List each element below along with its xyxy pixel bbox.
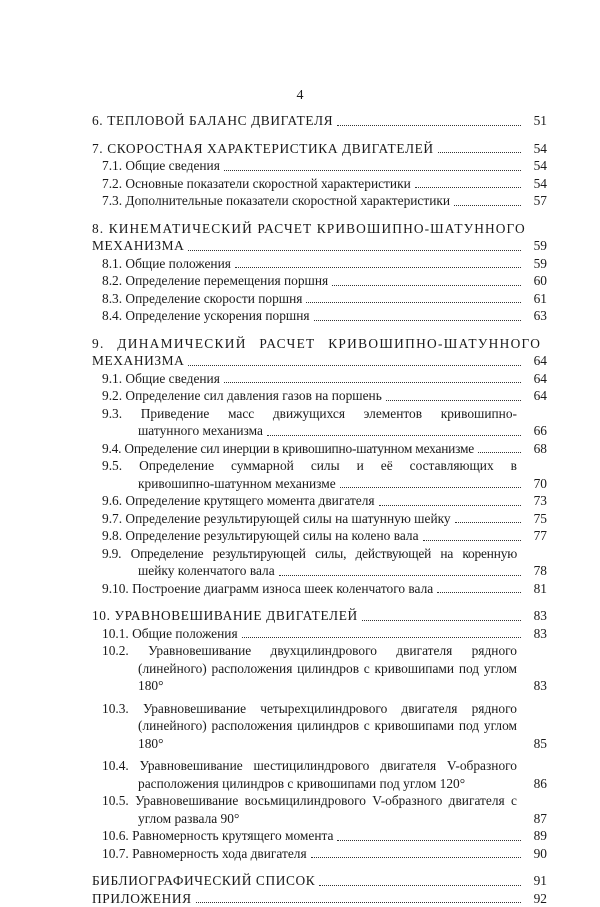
toc-entry-10-2[interactable] [92, 642, 547, 695]
toc-entry-9-3[interactable] [92, 405, 547, 440]
toc-page-number: 73 [525, 492, 547, 510]
toc-page-number: 92 [525, 890, 547, 907]
toc-entry-8-2[interactable] [92, 272, 547, 290]
toc-entry-9-8[interactable] [92, 527, 547, 545]
toc-entry-label: 10.5. Уравновешивание восьмицилиндрового V-образного двигателя с углом развала 90° [102, 792, 525, 827]
toc-entry-10-4[interactable] [92, 757, 547, 792]
leader-dots [306, 302, 521, 303]
toc-page-number: 61 [525, 290, 547, 308]
leader-dots [478, 452, 521, 453]
toc-page-number: 85 [525, 735, 547, 753]
toc-entry-8-3[interactable] [92, 290, 547, 308]
leader-dots [337, 125, 521, 126]
toc-page-number: 60 [525, 272, 547, 290]
leader-dots [454, 205, 521, 206]
toc-entry-9-7[interactable] [92, 510, 547, 528]
toc-page-number: 81 [525, 580, 547, 598]
toc-page-number: 66 [525, 422, 547, 440]
toc-entry-label: 9.3. Приведение масс движущихся элементов кривошипно- [102, 405, 525, 423]
toc-entry-label: 9.1. Общие сведения [102, 370, 220, 388]
toc-page-number: 54 [525, 157, 547, 175]
leader-dots [423, 540, 521, 541]
toc-entry-bibliography[interactable] [92, 872, 547, 890]
toc-entry-label: 9.6. Определение крутящего момента двигателя [102, 492, 375, 510]
toc-page-number: 51 [525, 112, 547, 130]
leader-dots [437, 592, 521, 593]
toc-entry-section-6[interactable] [92, 112, 547, 130]
leader-dots [386, 400, 521, 401]
toc-entry-label: 10.2. Уравновешивание двухцилиндрового двигателя рядного (линейного) расположения цилиндров с кривошипами под углом 180° [102, 642, 525, 695]
leader-dots [314, 320, 521, 321]
toc-entry-9-6[interactable] [92, 492, 547, 510]
toc-entry-9-5[interactable] [92, 457, 547, 492]
toc-entry-label: МЕХАНИЗМА [92, 237, 184, 255]
toc-page-number: 75 [525, 510, 547, 528]
toc-page-number: 83 [525, 607, 547, 625]
toc-entry-label: 10.4. Уравновешивание шестицилиндрового двигателя V-образного расположения цилиндров с кривошипами под углом 120° [102, 757, 525, 792]
toc-entry-section-8-cont[interactable] [92, 237, 547, 255]
toc-entry-label: 7.3. Дополнительные показатели скоростной характеристики [102, 192, 450, 210]
toc-entry-label: 10.3. Уравновешивание четырехцилиндрового двигателя рядного (линейного) расположения цилиндров с кривошипами под углом 180° [102, 700, 525, 753]
toc-entry-9-4[interactable] [92, 440, 547, 458]
toc-entry-8-4[interactable] [92, 307, 547, 325]
toc-page-number: 54 [525, 140, 547, 158]
toc-entry-section-8[interactable] [92, 220, 547, 238]
toc-entry-label: БИБЛИОГРАФИЧЕСКИЙ СПИСОК [92, 872, 315, 890]
toc-entry-label-cont: шейку коленчатого вала [138, 562, 275, 580]
toc-page-number: 90 [525, 845, 547, 863]
toc-entry-9-10[interactable] [92, 580, 547, 598]
toc-entry-label: 7. СКОРОСТНАЯ ХАРАКТЕРИСТИКА ДВИГАТЕЛЕЙ [92, 140, 434, 158]
leader-dots [379, 505, 521, 506]
toc-entry-section-7[interactable] [92, 140, 547, 158]
toc-entry-label: 10.7. Равномерность хода двигателя [102, 845, 307, 863]
toc-entry-label: 9.8. Определение результирующей силы на колено вала [102, 527, 419, 545]
toc-entry-9-1[interactable] [92, 370, 547, 388]
leader-dots [311, 857, 521, 858]
leader-dots [332, 285, 521, 286]
toc-page-number: 68 [525, 440, 547, 458]
leader-dots [337, 840, 521, 841]
toc-page-number: 87 [525, 810, 547, 828]
toc-page-number: 86 [525, 775, 547, 793]
toc-entry-label: 9.4. Определение сил инерции в кривошипно-шатунном механизме [102, 440, 474, 458]
leader-dots [362, 620, 521, 621]
toc-page-number: 54 [525, 175, 547, 193]
leader-dots [242, 637, 521, 638]
toc-entry-label: 7.1. Общие сведения [102, 157, 220, 175]
leader-dots [319, 885, 521, 886]
toc-page-number: 89 [525, 827, 547, 845]
page-number: 4 [0, 88, 600, 104]
toc-entry-10-1[interactable] [92, 625, 547, 643]
toc-entry-label: 9.10. Построение диаграмм износа шеек коленчатого вала [102, 580, 433, 598]
toc-entry-label: 8.2. Определение перемещения поршня [102, 272, 328, 290]
toc-page-number: 59 [525, 255, 547, 273]
leader-dots [438, 152, 521, 153]
toc-entry-appendices[interactable] [92, 890, 547, 907]
leader-dots [279, 575, 521, 576]
toc-entry-label: 9.5. Определение суммарной силы и её составляющих в [102, 457, 525, 475]
toc-entry-10-6[interactable] [92, 827, 547, 845]
toc-entry-label: 8.1. Общие положения [102, 255, 231, 273]
toc-entry-label: 9.2. Определение сил давления газов на поршень [102, 387, 382, 405]
toc-page-number: 91 [525, 872, 547, 890]
toc-page-number: 70 [525, 475, 547, 493]
table-of-contents [92, 112, 547, 907]
leader-dots [224, 170, 521, 171]
leader-dots [267, 435, 521, 436]
toc-entry-label: 9.7. Определение результирующей силы на шатунную шейку [102, 510, 451, 528]
toc-page-number: 83 [525, 677, 547, 695]
toc-page-number: 78 [525, 562, 547, 580]
toc-page-number: 64 [525, 387, 547, 405]
toc-entry-section-9[interactable] [92, 335, 547, 353]
leader-dots [455, 522, 521, 523]
toc-entry-10-7[interactable] [92, 845, 547, 863]
toc-page-number: 77 [525, 527, 547, 545]
toc-entry-label: 10. УРАВНОВЕШИВАНИЕ ДВИГАТЕЛЕЙ [92, 607, 358, 625]
toc-entry-label: 9. ДИНАМИЧЕСКИЙ РАСЧЕТ КРИВОШИПНО-ШАТУННОГО [92, 335, 541, 353]
toc-entry-7-2[interactable] [92, 175, 547, 193]
toc-entry-9-9[interactable] [92, 545, 547, 580]
toc-page-number: 83 [525, 625, 547, 643]
toc-entry-label: 6. ТЕПЛОВОЙ БАЛАНС ДВИГАТЕЛЯ [92, 112, 333, 130]
leader-dots [188, 250, 521, 251]
toc-entry-10-3[interactable] [92, 700, 547, 753]
toc-entry-label: 8.4. Определение ускорения поршня [102, 307, 310, 325]
toc-entry-label-cont: шатунного механизма [138, 422, 263, 440]
toc-page-number: 64 [525, 352, 547, 370]
toc-entry-10-5[interactable] [92, 792, 547, 827]
leader-dots [196, 902, 521, 903]
toc-entry-label-cont: кривошипно-шатунном механизме [138, 475, 336, 493]
toc-entry-label: 10.6. Равномерность крутящего момента [102, 827, 333, 845]
toc-entry-label: ПРИЛОЖЕНИЯ [92, 890, 192, 907]
toc-entry-section-9-cont[interactable] [92, 352, 547, 370]
toc-entry-label: 7.2. Основные показатели скоростной характеристики [102, 175, 411, 193]
toc-page-number: 57 [525, 192, 547, 210]
toc-entry-label: 9.9. Определение результирующей силы, действующей на коренную [102, 545, 525, 563]
leader-dots [235, 267, 521, 268]
toc-entry-8-1[interactable] [92, 255, 547, 273]
toc-entry-label: МЕХАНИЗМА [92, 352, 184, 370]
leader-dots [188, 365, 521, 366]
toc-entry-label: 8. КИНЕМАТИЧЕСКИЙ РАСЧЕТ КРИВОШИПНО-ШАТУННОГО [92, 220, 526, 238]
toc-page-number: 59 [525, 237, 547, 255]
toc-entry-7-1[interactable] [92, 157, 547, 175]
leader-dots [340, 487, 521, 488]
toc-entry-label: 10.1. Общие положения [102, 625, 238, 643]
toc-page-number: 64 [525, 370, 547, 388]
toc-page-number: 63 [525, 307, 547, 325]
leader-dots [415, 187, 521, 188]
leader-dots [224, 382, 521, 383]
toc-entry-label: 8.3. Определение скорости поршня [102, 290, 302, 308]
toc-entry-9-2[interactable] [92, 387, 547, 405]
toc-entry-section-10[interactable] [92, 607, 547, 625]
toc-entry-7-3[interactable] [92, 192, 547, 210]
